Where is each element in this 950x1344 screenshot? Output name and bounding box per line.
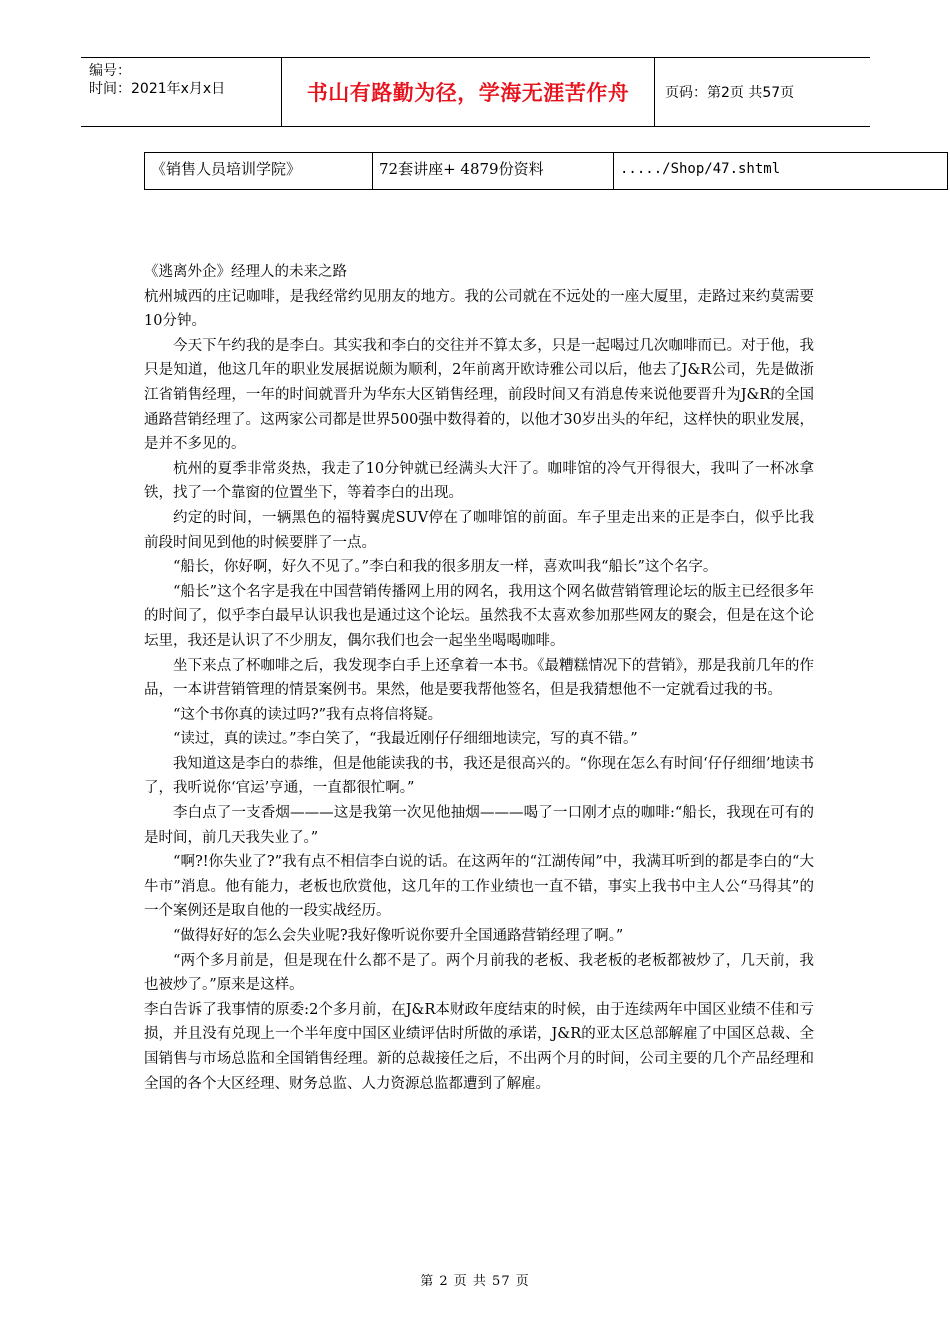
article-paragraphs [144,285,814,1097]
article-paragraph: “两个多月前是，但是现在什么都不是了。两个月前我的老板、我老板的老板都被炒了，几天前，我也被炒了。”原来是这样。 [144,952,814,994]
article-paragraph: 我知道这是李白的恭维，但是他能读我的书，我还是很高兴的。“你现在怎么有时间‘仔仔细细’地读书了，我听说你‘官运’亨通，一直都很忙啊。” [144,755,814,797]
article-paragraph: 杭州的夏季非常炎热，我走了10分钟就已经满头大汗了。咖啡馆的冷气开得很大，我叫了一杯冰拿铁，找了一个靠窗的位置坐下，等着李白的出现。 [144,460,814,502]
article-paragraph: “读过，真的读过。”李白笑了，“我最近刚仔仔细细地读完，写的真不错。” [173,731,638,748]
document-number-label: 编号： [89,63,131,79]
header-meta-cell [81,58,282,126]
article-title: 《逃离外企》经理人的未来之路 [144,264,347,280]
article-paragraph: “做得好好的怎么会失业呢?我好像听说你要升全国通路营销经理了啊。” [173,928,624,945]
article-paragraph: 坐下来点了杯咖啡之后，我发现李白手上还拿着一本书。《最糟糕情况下的营销》，那是我前几年的作品，一本讲营销管理的情景案例书。果然，他是要我帮他签名，但是我猜想他不一定就看过我的书。 [144,657,814,699]
article-paragraph: 杭州城西的庄记咖啡，是我经常约见朋友的地方。我的公司就在不远处的一座大厦里，走路过来约莫需要10分钟。 [144,288,814,330]
header-table [81,57,870,127]
article-paragraph: “这个书你真的读过吗?”我有点将信将疑。 [173,706,443,723]
article-paragraph: “船长”这个名字是我在中国营销传播网上用的网名，我用这个网名做营销管理论坛的版主已经很多年的时间了，似乎李白最早认识我也是通过这个论坛。虽然我不太喜欢参加那些网友的聚会，但是在这个论坛里，我还是认识了不少朋友，偶尔我们也会一起坐坐喝喝咖啡。 [144,583,814,649]
info-table [144,152,948,190]
header-page-info: 页码：第2页 共57页 [665,85,795,101]
document-time-label: 时间：2021年x月x日 [89,81,226,97]
article-body [144,260,814,1096]
article-paragraph: 今天下午约我的是李白。其实我和李白的交往并不算太多，只是一起喝过几次咖啡而已。对于他，我只是知道，他这几年的职业发展据说颇为顺利，2年前离开欧诗雅公司以后，他去了J&R公司，先是做浙江省销售经理，一年的时间就晋升为华东大区销售经理，前段时间又有消息传来说他要晋升为J&R的全国通路营销经理了。这两家公司都是世界500强中数得着的，以他才30岁出头的年纪，这样快的职业发展，是并不多见的。 [144,337,814,453]
info-cell-link[interactable]: ...../Shop/47.shtml [620,161,781,177]
article-paragraph: 李白告诉了我事情的原委:2个多月前，在J&R本财政年度结束的时候，由于连续两年中国区业绩不佳和亏损，并且没有兑现上一个半年度中国区业绩评估时所做的承诺，J&R的亚太区总部解雇了中国区总裁、全国销售与市场总监和全国销售经理。新的总裁接任之后，不出两个月的时间，公司主要的几个产品经理和全国的各个大区经理、财务总监、人力资源总监都遭到了解雇。 [144,1001,814,1092]
article-paragraph: “啊?!你失业了?”我有点不相信李白说的话。在这两年的“江湖传闻”中，我满耳听到的都是李白的“大牛市”消息。他有能力，老板也欣赏他，这几年的工作业绩也一直不错，事实上我书中主人公“马得其”的一个案例还是取自他的一段实战经历。 [144,854,814,920]
info-cell-academy: 《销售人员培训学院》 [145,153,373,189]
article-paragraph: “船长，你好啊，好久不见了。”李白和我的很多朋友一样，喜欢叫我“船长”这个名字。 [173,559,718,576]
info-cell-resources: 72套讲座+ 4879份资料 [373,153,614,189]
header-motto: 书山有路勤为径，学海无涯苦作舟 [282,58,655,126]
article-paragraph: 李白点了一支香烟———这是我第一次见他抽烟———喝了一口刚才点的咖啡:“船长，我现在可有的是时间，前几天我失业了。” [144,805,814,846]
page-footer: 第 2 页 共 57 页 [420,1274,530,1289]
article-paragraph: 约定的时间，一辆黑色的福特翼虎SUV停在了咖啡馆的前面。车子里走出来的正是李白，似乎比我前段时间见到他的时候要胖了一点。 [144,509,814,551]
